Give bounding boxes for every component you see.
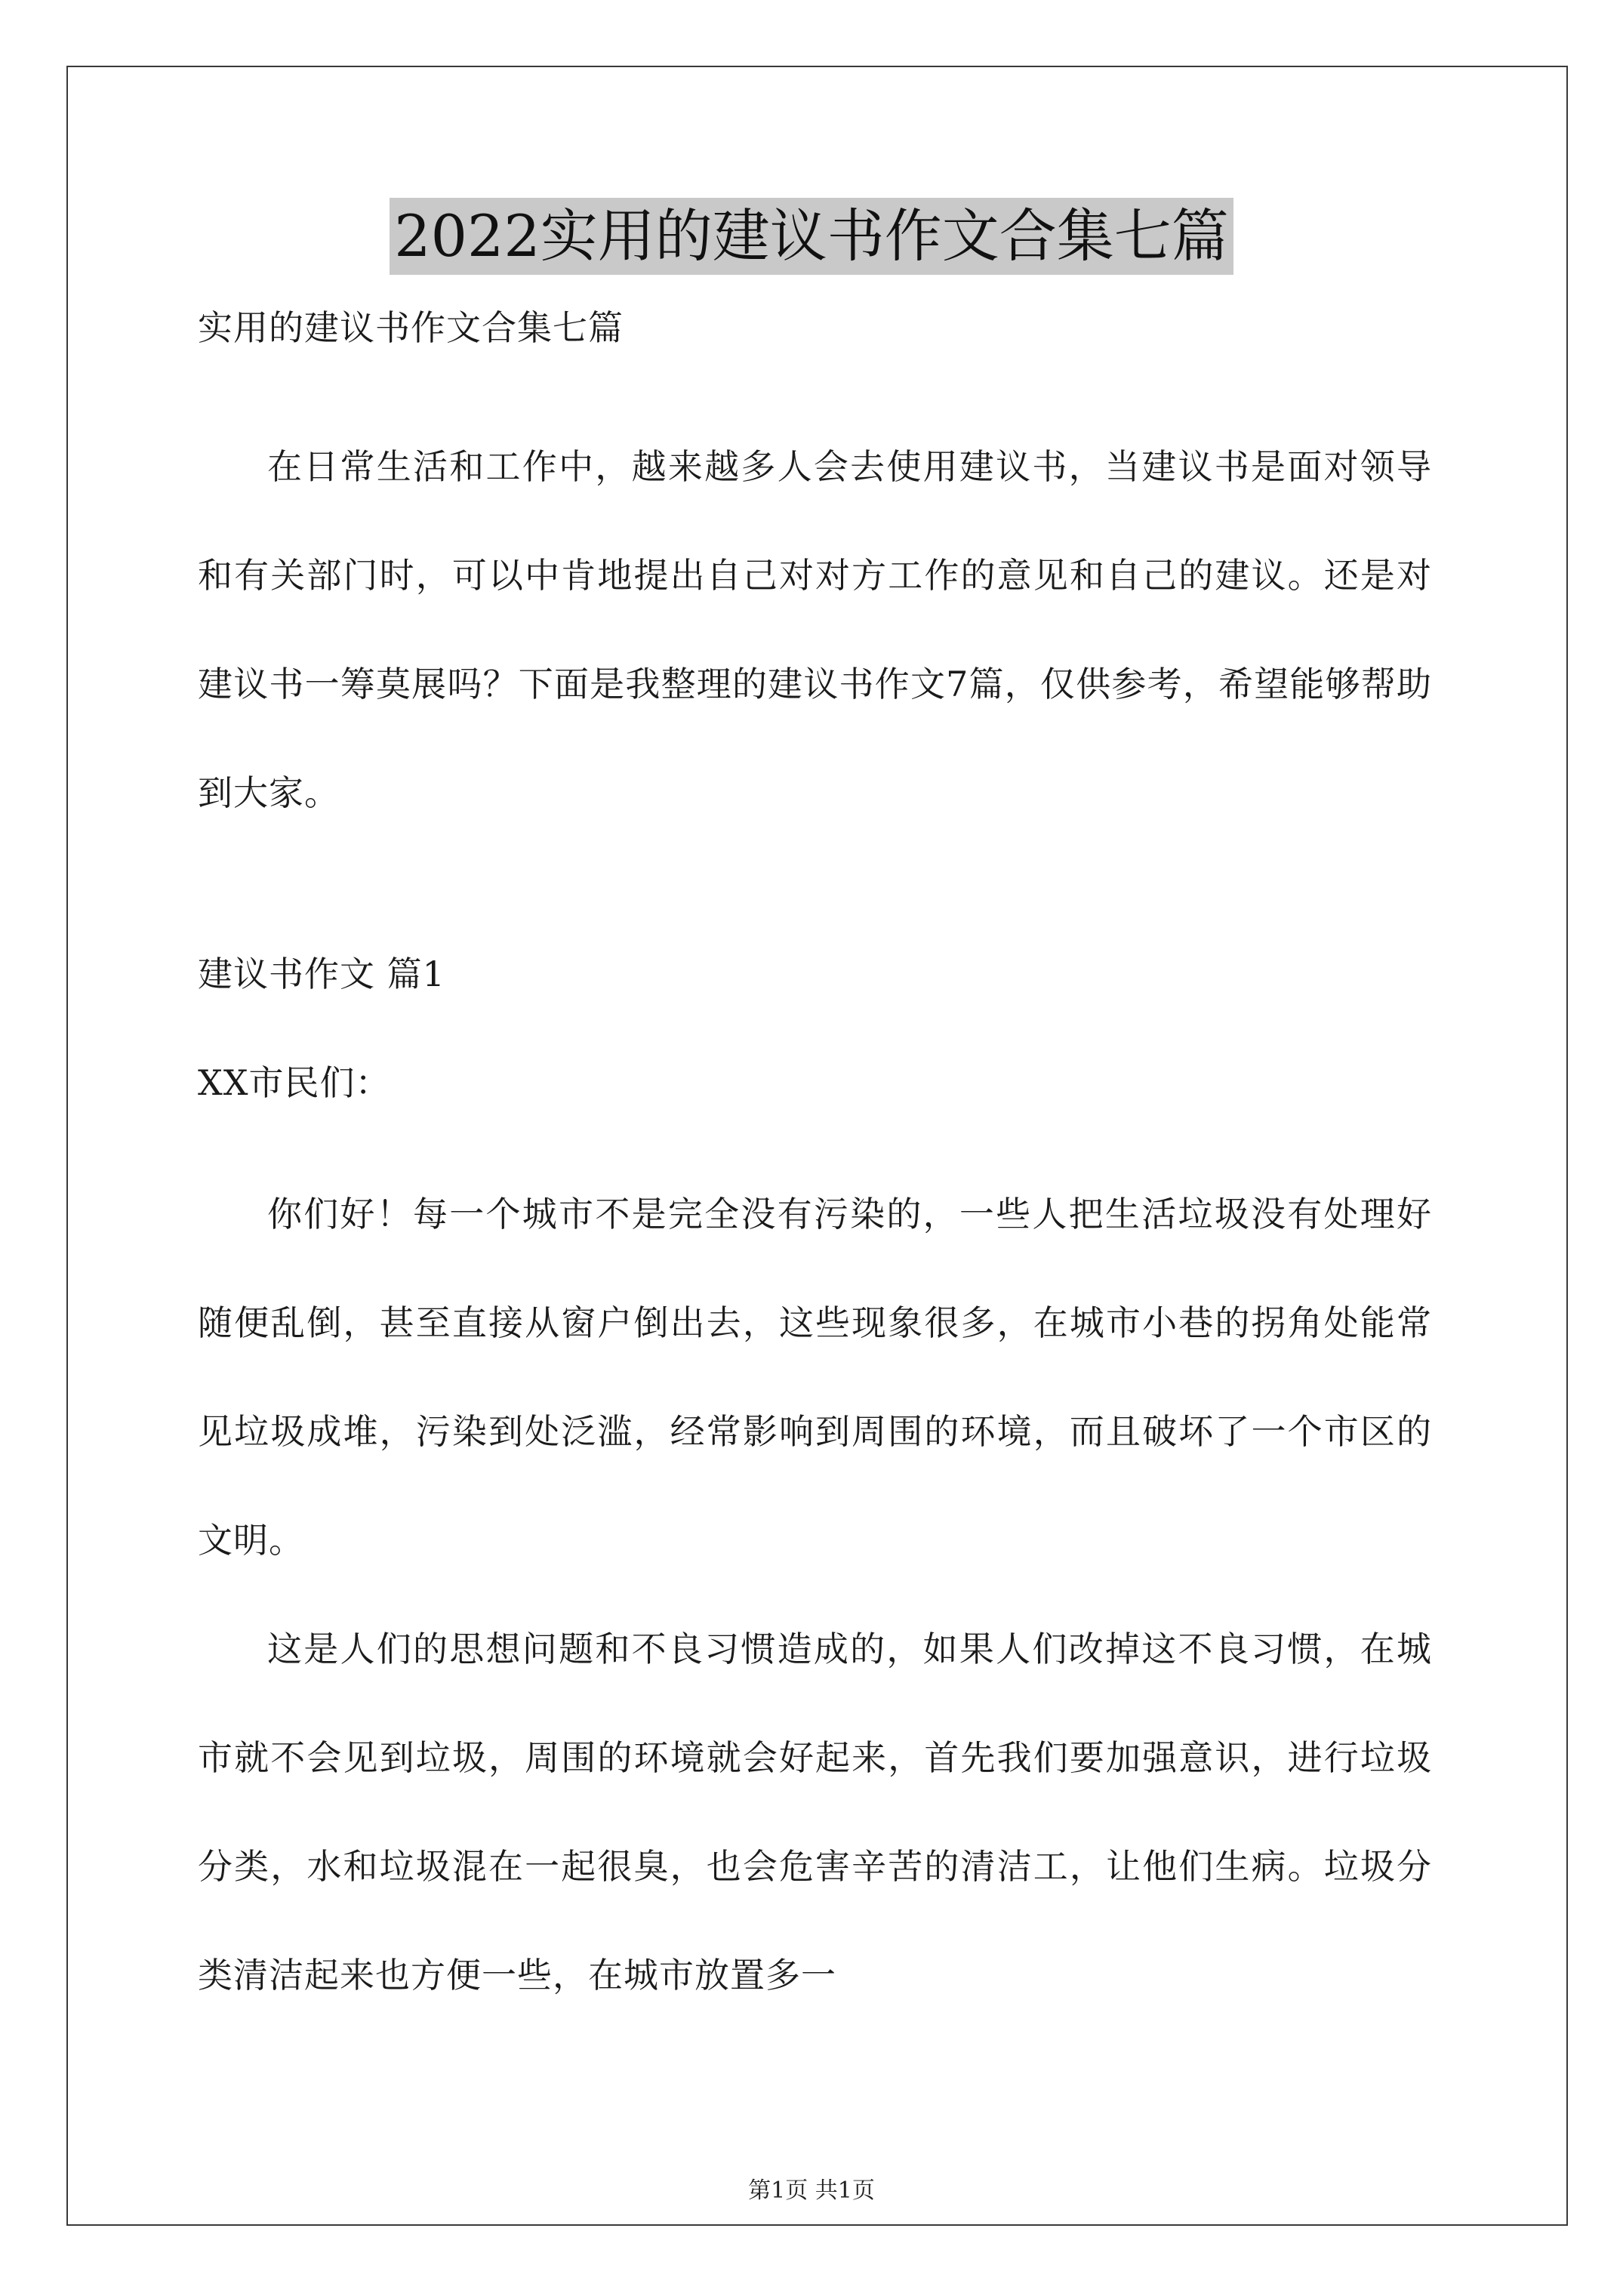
document-subtitle: 实用的建议书作文合集七篇	[198, 307, 624, 348]
section-heading: 建议书作文 篇1	[198, 954, 445, 994]
document-body	[198, 300, 1432, 2029]
salutation: XX市民们：	[198, 1062, 391, 1103]
title-container	[0, 198, 1623, 275]
body-paragraph: 这是人们的思想问题和不良习惯造成的，如果人们改掉这不良习惯，在城市就不会见到垃圾，周围的环境就会好起来，首先我们要加强意识，进行垃圾分类，水和垃圾混在一起很臭，也会危害辛苦的清洁工，让他们生病。垃圾分类清洁起来也方便一些，在城市放置多一	[198, 1629, 1432, 1996]
intro-paragraph: 在日常生活和工作中，越来越多人会去使用建议书，当建议书是面对领导和有关部门时，可以中肯地提出自己对对方工作的意见和自己的建议。还是对建议书一筹莫展吗？下面是我整理的建议书作文7篇，仅供参考，希望能够帮助到大家。	[198, 446, 1432, 813]
document-title: 2022实用的建议书作文合集七篇	[390, 198, 1233, 275]
page-footer: 第1页 共1页	[748, 2177, 875, 2204]
body-paragraph: 你们好！每一个城市不是完全没有污染的，一些人把生活垃圾没有处理好随便乱倒，甚至直接从窗户倒出去，这些现象很多，在城市小巷的拐角处能常见垃圾成堆，污染到处泛滥，经常影响到周围的环境，而且破坏了一个市区的文明。	[198, 1194, 1432, 1561]
